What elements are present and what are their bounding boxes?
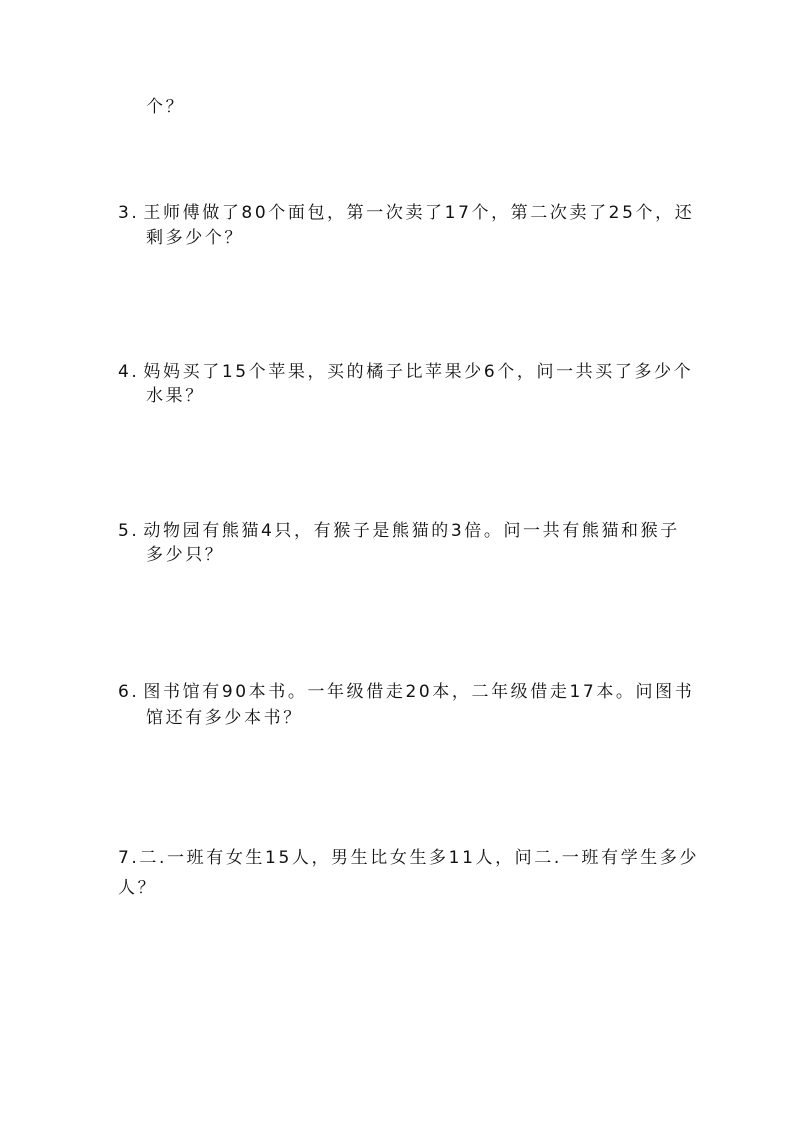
problem-5 [118, 519, 680, 543]
problem-3-line-1: 王师傅做了80个面包，第一次卖了17个，第二次卖了25个，还 [143, 203, 695, 223]
problem-7 [118, 846, 699, 870]
problem-7-line-2: 人？ [118, 878, 158, 898]
problem-4-line-1: 妈妈买了15个苹果，买的橘子比苹果少6个，问一共买了多少个 [143, 362, 694, 382]
problem-3-wrap [146, 226, 244, 250]
problem-4-line-2: 水果？ [146, 386, 205, 406]
problem-3 [118, 201, 694, 225]
problem-4 [118, 360, 693, 384]
problem-5-line-2: 多少只？ [146, 545, 225, 565]
problem-6 [118, 680, 694, 704]
problem-6-number: 6. [118, 682, 140, 702]
problem-5-wrap [146, 543, 224, 567]
problem-5-line-1: 动物园有熊猫4只，有猴子是熊猫的3倍。问一共有熊猫和猴子 [143, 521, 680, 541]
problem-4-number: 4. [118, 362, 140, 382]
problem-2-line-2: 个？ [146, 97, 186, 117]
problem-4-wrap [146, 384, 205, 408]
problem-6-wrap [146, 706, 303, 730]
problem-3-line-2: 剩多少个？ [146, 228, 244, 248]
problem-2-continuation [146, 95, 185, 119]
problem-3-number: 3. [118, 203, 140, 223]
problem-6-line-1: 图书馆有90本书。一年级借走20本，二年级借走17本。问图书 [143, 682, 695, 702]
problem-6-line-2: 馆还有多少本书？ [146, 708, 303, 728]
problem-7-wrap [118, 876, 157, 900]
problem-5-number: 5. [118, 521, 140, 541]
problem-7-line-1: 7.二.一班有女生15人，男生比女生多11人，问二.一班有学生多少 [118, 848, 700, 868]
